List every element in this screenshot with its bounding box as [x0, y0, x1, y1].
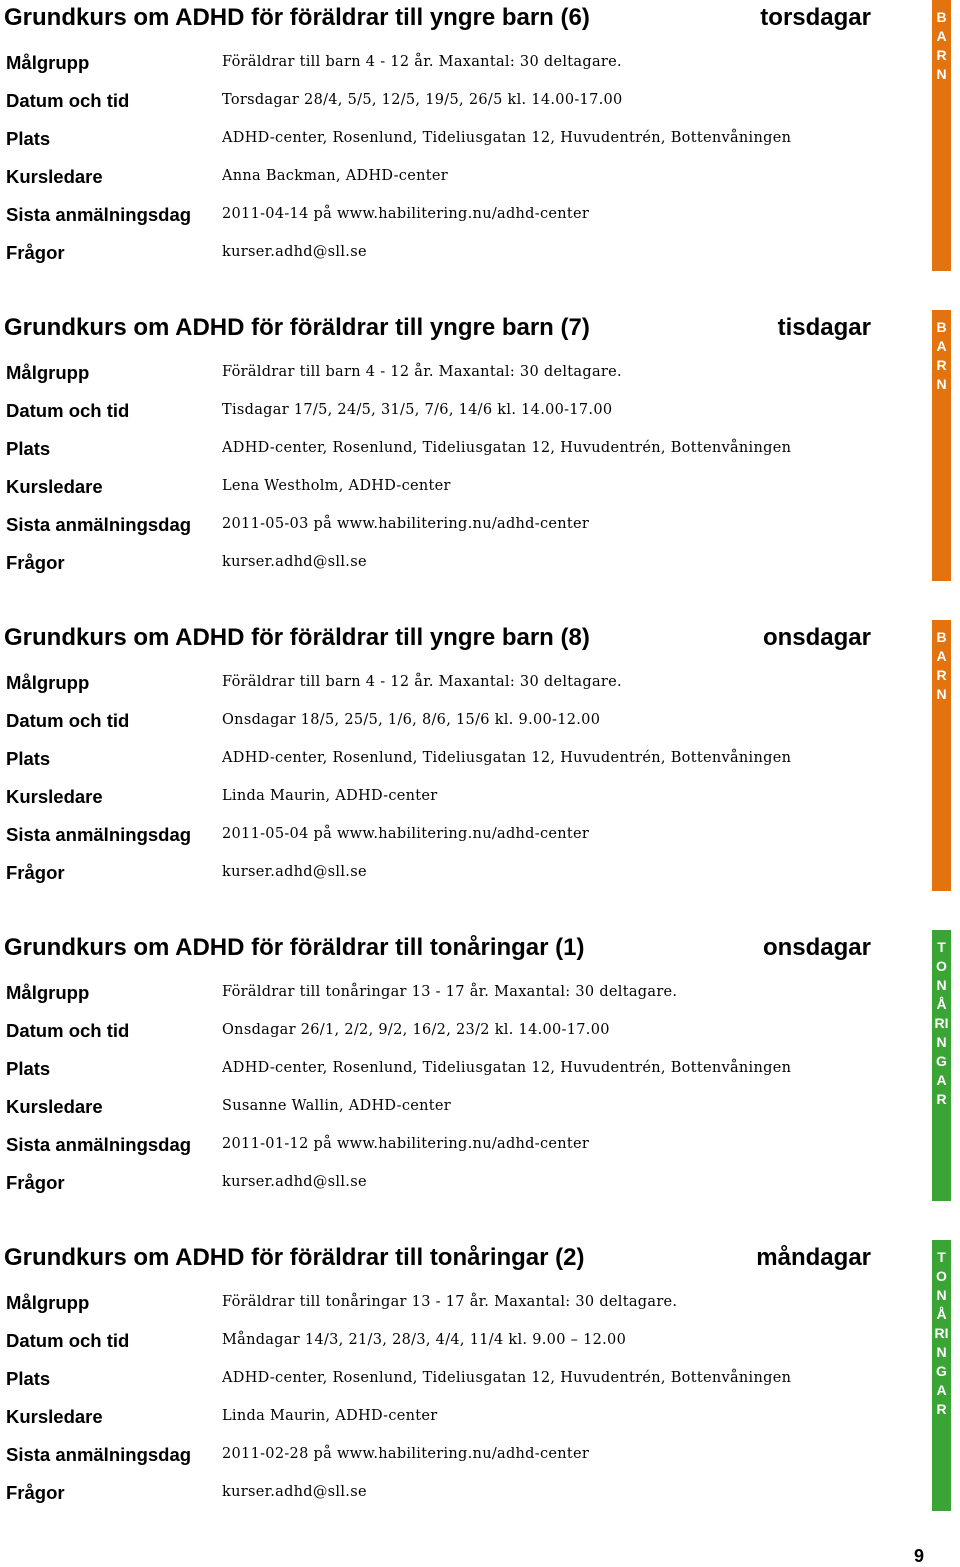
info-row-questions: [0, 242, 930, 272]
row-label: Kursledare: [6, 1406, 103, 1427]
row-value: ADHD-center, Rosenlund, Tideliusgatan 12, Huvudentrén, Bottenvåningen: [222, 130, 792, 146]
row-value: Linda Maurin, ADHD-center: [222, 1408, 438, 1424]
info-row-deadline: [0, 1134, 930, 1164]
info-row-place: [0, 1058, 930, 1088]
row-value: ADHD-center, Rosenlund, Tideliusgatan 12, Huvudentrén, Bottenvåningen: [222, 1060, 792, 1076]
row-label: Kursledare: [6, 786, 103, 807]
info-row-place: [0, 748, 930, 778]
category-label: BARN: [936, 319, 947, 392]
info-row-target: [0, 672, 930, 702]
info-row-questions: [0, 1482, 930, 1512]
row-value[interactable]: 2011-05-03 på www.habilitering.nu/adhd-center: [222, 516, 590, 532]
course-title: Grundkurs om ADHD för föräldrar till tonåringar (2): [4, 1244, 585, 1271]
course-weekday: tisdagar: [777, 314, 871, 341]
row-value-email[interactable]: kurser.adhd@sll.se: [222, 1174, 367, 1190]
row-label: Målgrupp: [6, 672, 90, 693]
row-label: Målgrupp: [6, 1292, 90, 1313]
row-value: Föräldrar till tonåringar 13 - 17 år. Maxantal: 30 deltagare.: [222, 1294, 678, 1310]
row-value: Lena Westholm, ADHD-center: [222, 478, 451, 494]
row-value: Föräldrar till barn 4 - 12 år. Maxantal: 30 deltagare.: [222, 54, 622, 70]
row-label: Frågor: [6, 242, 65, 263]
info-row-date: [0, 1020, 930, 1050]
row-value-email[interactable]: kurser.adhd@sll.se: [222, 864, 367, 880]
row-label: Målgrupp: [6, 982, 90, 1003]
row-label: Plats: [6, 748, 51, 769]
row-value: Måndagar 14/3, 21/3, 28/3, 4/4, 11/4 kl. 9.00 – 12.00: [222, 1332, 627, 1348]
row-label: Sista anmälningsdag: [6, 1134, 192, 1155]
course-weekday: måndagar: [756, 1244, 871, 1271]
row-value: Föräldrar till barn 4 - 12 år. Maxantal: 30 deltagare.: [222, 674, 622, 690]
course-block: [0, 310, 960, 600]
info-row-date: [0, 400, 930, 430]
info-row-place: [0, 1368, 930, 1398]
course-block: [0, 930, 960, 1220]
row-label: Sista anmälningsdag: [6, 824, 192, 845]
info-row-target: [0, 1292, 930, 1322]
row-value[interactable]: 2011-01-12 på www.habilitering.nu/adhd-center: [222, 1136, 590, 1152]
info-row-date: [0, 1330, 930, 1360]
info-row-leader: [0, 786, 930, 816]
row-label: Sista anmälningsdag: [6, 514, 192, 535]
row-label: Datum och tid: [6, 1020, 130, 1041]
row-label: Datum och tid: [6, 1330, 130, 1351]
row-value-email[interactable]: kurser.adhd@sll.se: [222, 554, 367, 570]
category-label: TONÅRINGAR: [934, 1249, 949, 1417]
course-title: Grundkurs om ADHD för föräldrar till yngre barn (6): [4, 4, 590, 31]
course-block: [0, 620, 960, 910]
row-label: Datum och tid: [6, 400, 130, 421]
row-label: Plats: [6, 1058, 51, 1079]
info-row-target: [0, 362, 930, 392]
row-value: Föräldrar till tonåringar 13 - 17 år. Maxantal: 30 deltagare.: [222, 984, 678, 1000]
row-label: Sista anmälningsdag: [6, 204, 192, 225]
info-row-questions: [0, 1172, 930, 1202]
info-row-deadline: [0, 204, 930, 234]
info-row-place: [0, 438, 930, 468]
info-row-deadline: [0, 824, 930, 854]
info-row-place: [0, 128, 930, 158]
course-title: Grundkurs om ADHD för föräldrar till tonåringar (1): [4, 934, 585, 961]
row-value-email[interactable]: kurser.adhd@sll.se: [222, 244, 367, 260]
row-label: Datum och tid: [6, 710, 130, 731]
course-block: [0, 1240, 960, 1530]
course-block: [0, 0, 960, 290]
row-label: Frågor: [6, 552, 65, 573]
info-row-leader: [0, 166, 930, 196]
category-label: BARN: [936, 9, 947, 82]
row-label: Kursledare: [6, 166, 103, 187]
course-weekday: onsdagar: [762, 934, 871, 961]
category-label: BARN: [936, 629, 947, 702]
row-value: ADHD-center, Rosenlund, Tideliusgatan 12, Huvudentrén, Bottenvåningen: [222, 440, 792, 456]
row-label: Frågor: [6, 1172, 65, 1193]
info-row-leader: [0, 1406, 930, 1436]
info-row-leader: [0, 1096, 930, 1126]
row-label: Kursledare: [6, 476, 103, 497]
row-value[interactable]: 2011-04-14 på www.habilitering.nu/adhd-center: [222, 206, 590, 222]
row-label: Frågor: [6, 1482, 65, 1503]
course-weekday: onsdagar: [762, 624, 871, 651]
info-row-target: [0, 982, 930, 1012]
info-row-deadline: [0, 1444, 930, 1474]
category-sidebar: [932, 310, 951, 581]
category-sidebar: [932, 0, 951, 271]
row-value: ADHD-center, Rosenlund, Tideliusgatan 12, Huvudentrén, Bottenvåningen: [222, 750, 792, 766]
row-label: Plats: [6, 128, 51, 149]
info-row-date: [0, 710, 930, 740]
category-sidebar: [932, 1240, 951, 1511]
row-value: Linda Maurin, ADHD-center: [222, 788, 438, 804]
row-label: Kursledare: [6, 1096, 103, 1117]
row-label: Frågor: [6, 862, 65, 883]
row-value[interactable]: 2011-02-28 på www.habilitering.nu/adhd-center: [222, 1446, 590, 1462]
row-label: Datum och tid: [6, 90, 130, 111]
row-value: Susanne Wallin, ADHD-center: [222, 1098, 451, 1114]
row-value: ADHD-center, Rosenlund, Tideliusgatan 12, Huvudentrén, Bottenvåningen: [222, 1370, 792, 1386]
info-row-target: [0, 52, 930, 82]
category-sidebar: [932, 620, 951, 891]
course-weekday: torsdagar: [760, 4, 871, 31]
row-label: Målgrupp: [6, 52, 90, 73]
course-title: Grundkurs om ADHD för föräldrar till yngre barn (8): [4, 624, 590, 651]
row-value: Torsdagar 28/4, 5/5, 12/5, 19/5, 26/5 kl. 14.00-17.00: [222, 92, 623, 108]
category-label: TONÅRINGAR: [934, 939, 949, 1107]
row-value[interactable]: 2011-05-04 på www.habilitering.nu/adhd-center: [222, 826, 590, 842]
row-value: Tisdagar 17/5, 24/5, 31/5, 7/6, 14/6 kl. 14.00-17.00: [222, 402, 613, 418]
row-label: Målgrupp: [6, 362, 90, 383]
row-value: Anna Backman, ADHD-center: [222, 168, 448, 184]
row-value-email[interactable]: kurser.adhd@sll.se: [222, 1484, 367, 1500]
info-row-leader: [0, 476, 930, 506]
row-value: Föräldrar till barn 4 - 12 år. Maxantal: 30 deltagare.: [222, 364, 622, 380]
row-value: Onsdagar 26/1, 2/2, 9/2, 16/2, 23/2 kl. 14.00-17.00: [222, 1022, 610, 1038]
category-sidebar: [932, 930, 951, 1201]
page-number: 9: [914, 1546, 925, 1566]
info-row-deadline: [0, 514, 930, 544]
info-row-questions: [0, 552, 930, 582]
row-label: Plats: [6, 438, 51, 459]
row-label: Plats: [6, 1368, 51, 1389]
course-title: Grundkurs om ADHD för föräldrar till yngre barn (7): [4, 314, 590, 341]
row-value: Onsdagar 18/5, 25/5, 1/6, 8/6, 15/6 kl. 9.00-12.00: [222, 712, 601, 728]
info-row-questions: [0, 862, 930, 892]
info-row-date: [0, 90, 930, 120]
row-label: Sista anmälningsdag: [6, 1444, 192, 1465]
